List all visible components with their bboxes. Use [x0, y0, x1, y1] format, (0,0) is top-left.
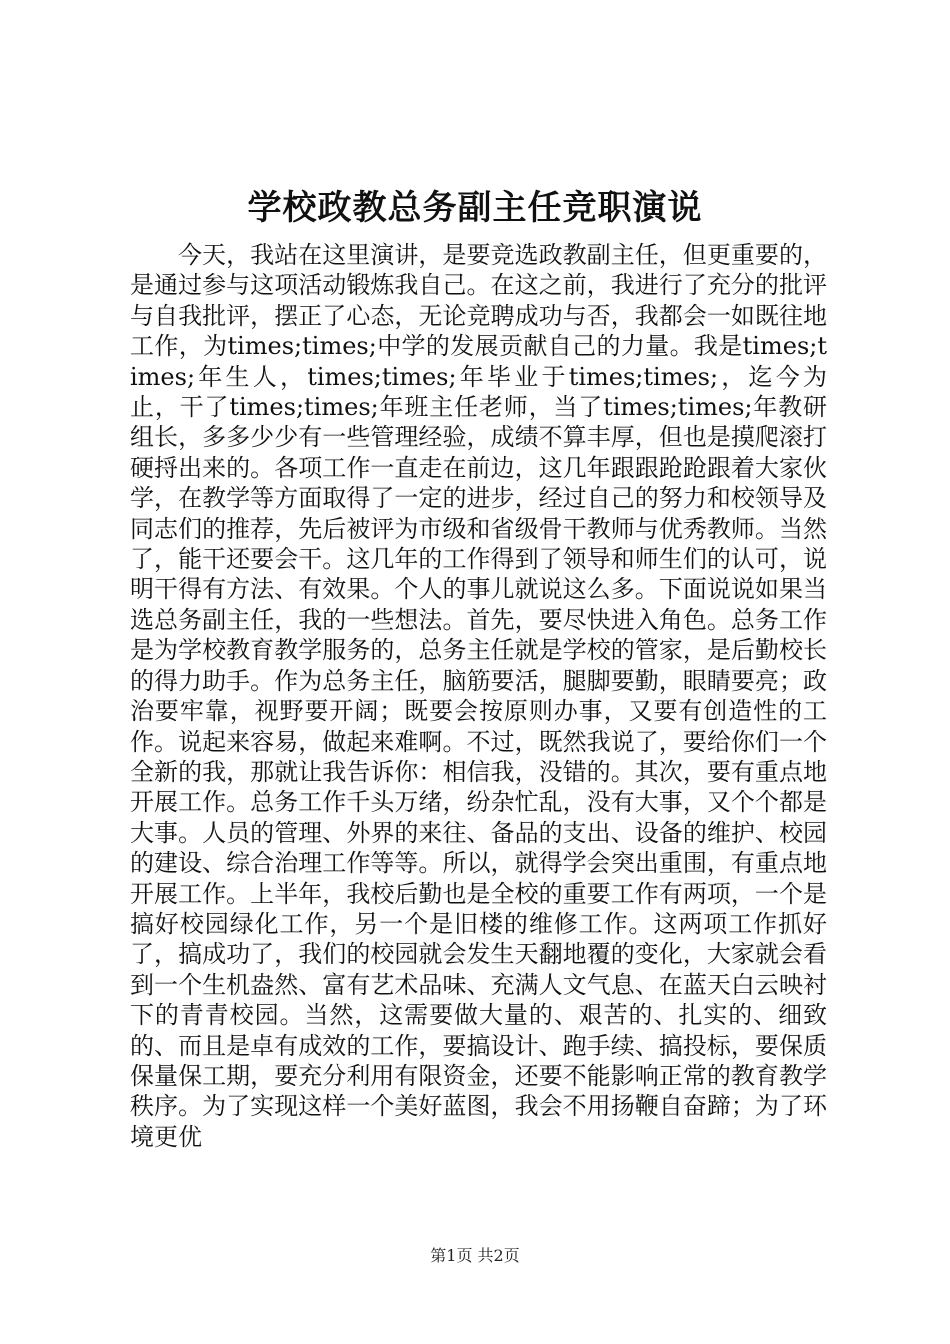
- document-title: 学校政教总务副主任竞职演说: [247, 188, 703, 228]
- body-paragraph: 今天，我站在这里演讲，是要竞选政教副主任，但更重要的，是通过参与这项活动锻炼我自己。在这之前，我进行了充分的批评与自我批评，摆正了心态，无论竞聘成功与否，我都会一如既往地工作，为times;times;中学的发展贡献自己的力量。我是times;times;年生人，times;times;年毕业于times;times;，迄今为止，干了times;times;年班主任老师，当了times;times;年教研组长，多多少少有一些管理经验，成绩不算丰厚，但也是摸爬滚打硬捋出来的。各项工作一直走在前边，这几年跟跟跄跄跟着大家伙学，在教学等方面取得了一定的进步，经过自己的努力和校领导及同志们的推荐，先后被评为市级和省级骨干教师与优秀教师。当然了，能干还要会干。这几年的工作得到了领导和师生们的认可，说明干得有方法、有效果。个人的事儿就说这么多。下面说说如果当选总务副主任，我的一些想法。首先，要尽快进入角色。总务工作是为学校教育教学服务的，总务主任就是学校的管家，是后勤校长的得力助手。作为总务主任，脑筋要活，腿脚要勤，眼睛要亮；政治要牢靠，视野要开阔；既要会按原则办事，又要有创造性的工作。说起来容易，做起来难啊。不过，既然我说了，要给你们一个全新的我，那就让我告诉你：相信我，没错的。其次，要有重点地开展工作。总务工作千头万绪，纷杂忙乱，没有大事，又个个都是大事。人员的管理、外界的来往、备品的支出、设备的维护、校园的建设、综合治理工作等等。所以，就得学会突出重围，有重点地开展工作。上半年，我校后勤也是全校的重要工作有两项，一个是搞好校园绿化工作，另一个是旧楼的维修工作。这两项工作抓好了，搞成功了，我们的校园就会发生天翻地覆的变化，大家就会看到一个生机盎然、富有艺术品味、充满人文气息、在蓝天白云映衬下的青青校园。当然，这需要做大量的、艰苦的、扎实的、细致的、而且是卓有成效的工作，要搞设计、跑手续、搞投标，要保质保量保工期，要充分利用有限资金，还要不能影响正常的教育教学秩序。为了实现这样一个美好蓝图，我会不用扬鞭自奋蹄；为了环境更优: [130, 241, 827, 1151]
- page-footer: 第1页 共2页: [430, 1246, 520, 1265]
